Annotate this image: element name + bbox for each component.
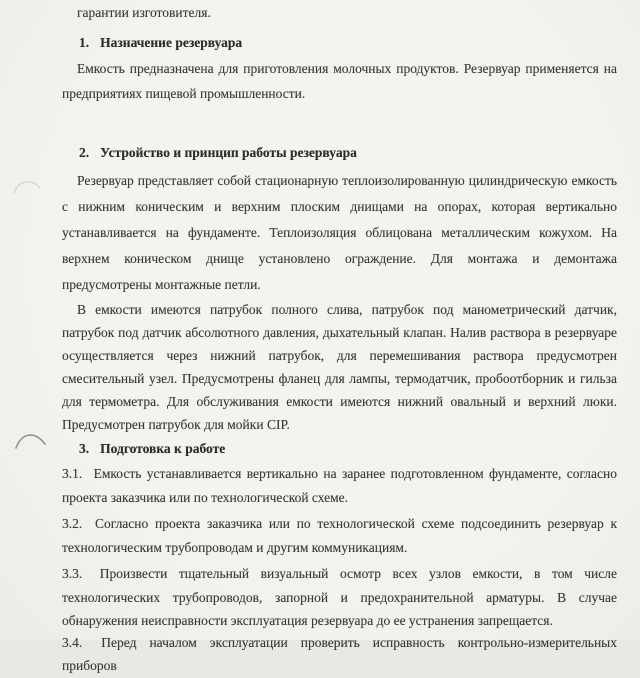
section-2-paragraph-1: Резервуар представляет собой стационарную теплоизолированную цилиндрическую емкость с нижним коническим и верхним плоским днищами на опорах, которая вертикально устанавливается на фундаменте. Теплоизоляция облицована металлическим кожухом. На верхнем коническом днище установлено ограждение. Для монтажа и демонтажа предусмотрены монтажные петли. [62,173,617,292]
list-item-3-1-text: Емкость устанавливается вертикально на заранее подготовленном фундаменте, согласно проекта заказчика или по технологической схеме. [62,466,617,505]
section-2-number: 2. [79,145,90,160]
list-item-3-2-number: 3.2. [62,516,83,531]
pen-mark-icon [12,429,50,455]
section-1-title: Назначение резервуара [100,35,243,50]
previous-paragraph-continuation: гарантии изготовителя. [77,5,211,20]
section-2-title: Устройство и принцип работы резервуара [100,145,357,160]
pen-mark-arc-2 [16,435,45,448]
section-2-heading [62,140,617,166]
list-item-3-2 [62,512,617,559]
section-1-heading [62,30,617,56]
list-item-3-4-text: Перед началом эксплуатации проверить исправность контрольно-измерительных приборов [62,634,618,673]
section-3-number: 3. [79,441,90,456]
list-item-3-1-number: 3.1. [62,466,83,481]
section-3-title: Подготовка к работе [100,441,226,456]
list-item-3-2-text: Согласно проекта заказчика или по технологической схеме подсоединить резервуар к технологическим трубопроводам и другим коммуникациям. [62,516,618,555]
list-item-3-1 [62,462,617,509]
list-item-3-4-number: 3.4. [62,634,83,650]
section-1-number: 1. [79,35,90,50]
section-1-paragraph: Емкость предназначена для приготовления молочных продуктов. Резервуар применяется на предприятиях пищевой промышленности. [62,61,617,101]
list-item-3-4 [62,631,617,678]
document-text-column [62,0,617,678]
section-2-paragraph-2: В емкости имеются патрубок полного слива, патрубок под манометрический датчик, патрубок под датчик абсолютного давления, дыхательный клапан. Налив раствора в резервуаре осуществляется через нижний патрубок, для перемешивания раствора предусмотрен смесительный узел. Предусмотрены фланец для лампы, термодатчик, пробоотборник и гильза для термометра. Для обслуживания емкости имеются нижний овальный и верхний люки. Предусмотрен патрубок для мойки CIP. [62,302,617,432]
section-3-heading [62,436,617,462]
list-item-3-3-text: Произвести тщательный визуальный осмотр всех узлов емкости, в том числе технологических трубопроводов, запорной и предохранительной арматуры. В случае обнаружения неисправности эксплуатация резервуара до ее устранения запрещается. [62,566,618,628]
pen-mark-arc-1 [14,182,40,193]
list-item-3-3 [62,562,617,633]
pen-mark-icon [10,175,46,199]
list-item-3-3-number: 3.3. [62,566,83,581]
